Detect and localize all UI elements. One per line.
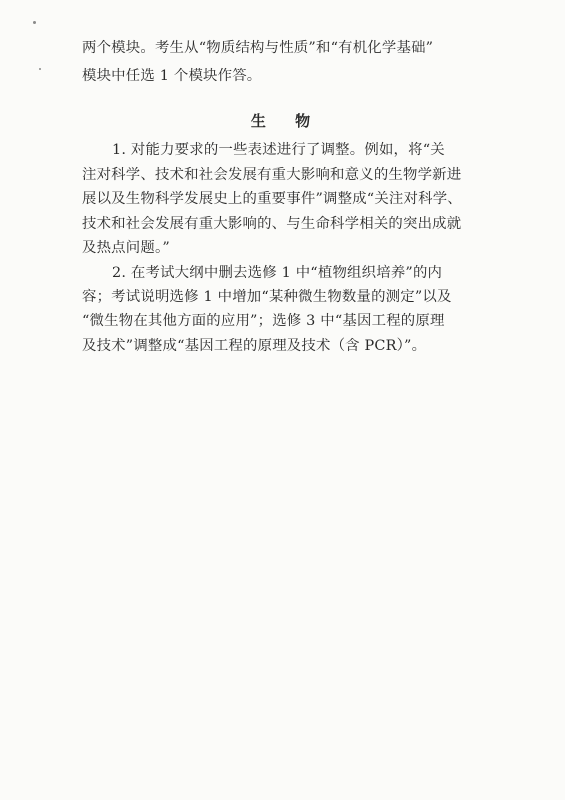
paragraph-line: 展以及生物科学发展史上的重要事件”调整成“关注对科学、 — [82, 191, 462, 207]
paragraph-line: 技术和社会发展有重大影响的、与生命科学相关的突出成就 — [82, 216, 462, 232]
paragraph-line: 及技术”调整成“基因工程的原理及技术（含 PCR）”。 — [82, 338, 427, 354]
section-title: 生 物 — [250, 112, 323, 130]
paragraph-line: 容；考试说明选修 1 中增加“某种微生物数量的测定”以及 — [82, 289, 452, 305]
scan-speck — [39, 68, 41, 70]
intro-line: 模块中任选 1 个模块作答。 — [82, 68, 262, 84]
intro-line: 两个模块。考生从“物质结构与性质”和“有机化学基础” — [82, 40, 434, 56]
scan-speck — [33, 21, 36, 24]
paragraph-line: 2. 在考试大纲中删去选修 1 中“植物组织培养”的内 — [112, 265, 443, 281]
paragraph-line: 及热点问题。” — [82, 240, 170, 256]
paragraph-line: “微生物在其他方面的应用”；选修 3 中“基因工程的原理 — [82, 313, 445, 329]
paragraph-line: 注对科学、技术和社会发展有重大影响和意义的生物学新进 — [82, 167, 462, 183]
paragraph-line: 1. 对能力要求的一些表述进行了调整。例如，将“关 — [112, 142, 445, 158]
